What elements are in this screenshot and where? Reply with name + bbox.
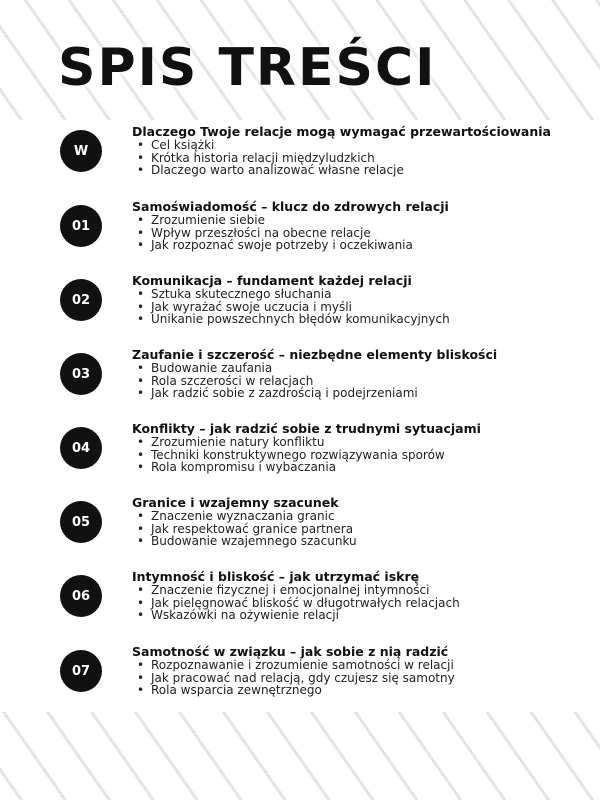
- chapter-topics: [133, 362, 418, 400]
- topic-item: • Rozpoznawanie i zrozumienie samotności w relacji: [133, 659, 455, 672]
- topic-item: • Techniki konstruktywnego rozwiązywania sporów: [133, 449, 445, 462]
- topic-item: • Rola kompromisu i wybaczania: [133, 461, 445, 474]
- topic-item: • Cel książki: [133, 139, 404, 152]
- toc-entry-w: [0, 125, 600, 191]
- topic-item: • Zrozumienie natury konfliktu: [133, 436, 445, 449]
- topic-item: • Wpływ przeszłości na obecne relacje: [133, 227, 413, 240]
- chapter-badge: 04: [60, 427, 102, 469]
- chapter-title: Dlaczego Twoje relacje mogą wymagać przewartościowania: [132, 124, 551, 139]
- toc-entry-04: [0, 422, 600, 488]
- chapter-badge: 02: [60, 279, 102, 321]
- chapter-title: Zaufanie i szczerość – niezbędne elementy bliskości: [132, 347, 498, 362]
- topic-item: • Jak pracować nad relacją, gdy czujesz się samotny: [133, 672, 455, 685]
- topic-item: • Sztuka skutecznego słuchania: [133, 288, 450, 301]
- chapter-title: Intymność i bliskość – jak utrzymać iskrę: [132, 569, 420, 584]
- toc-entry-05: [0, 496, 600, 562]
- chapter-topics: [133, 510, 357, 548]
- chapter-topics: [133, 288, 450, 326]
- topic-item: • Jak pielęgnować bliskość w długotrwałych relacjach: [133, 597, 460, 610]
- topic-item: • Jak rozpoznać swoje potrzeby i oczekiwania: [133, 239, 413, 252]
- page-title: SPIS TREŚCI: [58, 38, 437, 98]
- topic-item: • Jak radzić sobie z zazdrością i podejrzeniami: [133, 387, 418, 400]
- topic-item: • Rola wsparcia zewnętrznego: [133, 684, 455, 697]
- toc-entry-03: [0, 348, 600, 414]
- chapter-badge: 05: [60, 501, 102, 543]
- topic-item: • Budowanie zaufania: [133, 362, 418, 375]
- topic-item: • Jak wyrażać swoje uczucia i myśli: [133, 301, 450, 314]
- chapter-title: Samotność w związku – jak sobie z nią radzić: [132, 644, 449, 659]
- topic-item: • Unikanie powszechnych błędów komunikacyjnych: [133, 313, 450, 326]
- chapter-topics: [133, 214, 413, 252]
- chapter-topics: [133, 584, 460, 622]
- topic-item: • Dlaczego warto analizować własne relacje: [133, 164, 404, 177]
- chapter-badge: 07: [60, 650, 102, 692]
- chapter-badge: W: [60, 130, 102, 172]
- topic-item: • Zrozumienie siebie: [133, 214, 413, 227]
- chapter-badge: 06: [60, 575, 102, 617]
- topic-item: • Rola szczerości w relacjach: [133, 375, 418, 388]
- topic-item: • Znaczenie fizycznej i emocjonalnej intymności: [133, 584, 460, 597]
- topic-item: • Jak respektować granice partnera: [133, 523, 357, 536]
- chapter-title: Konflikty – jak radzić sobie z trudnymi sytuacjami: [132, 421, 481, 436]
- toc-entry-02: [0, 274, 600, 340]
- chapter-title: Samoświadomość – klucz do zdrowych relacji: [132, 199, 449, 214]
- topic-item: • Budowanie wzajemnego szacunku: [133, 535, 357, 548]
- chapter-badge: 01: [60, 205, 102, 247]
- chapter-title: Granice i wzajemny szacunek: [132, 495, 339, 510]
- chapter-badge: 03: [60, 353, 102, 395]
- topic-item: • Krótka historia relacji międzyludzkich: [133, 152, 404, 165]
- decorative-pattern-bottom: [0, 712, 600, 800]
- chapter-topics: [133, 139, 404, 177]
- topic-item: • Wskazówki na ożywienie relacji: [133, 609, 460, 622]
- chapter-title: Komunikacja – fundament każdej relacji: [132, 273, 412, 288]
- toc-entry-06: [0, 570, 600, 636]
- toc-entry-01: [0, 200, 600, 266]
- topic-item: • Znaczenie wyznaczania granic: [133, 510, 357, 523]
- chapter-topics: [133, 659, 455, 697]
- toc-entry-07: [0, 645, 600, 711]
- chapter-topics: [133, 436, 445, 474]
